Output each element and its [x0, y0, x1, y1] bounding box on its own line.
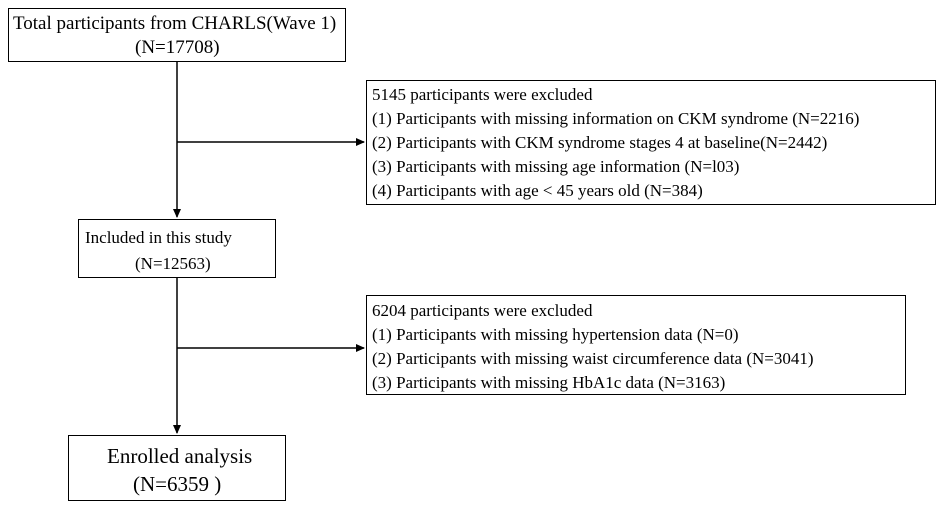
- exclusion-2-item: (2) Participants with missing waist circumference data (N=3041): [372, 349, 814, 368]
- exclusion-2-item: (1) Participants with missing hypertension data (N=0): [372, 325, 739, 344]
- exclusion-box-2: [366, 295, 906, 395]
- total-participants-title: Total participants from CHARLS(Wave 1): [13, 13, 337, 34]
- total-participants-count: (N=17708): [135, 37, 220, 58]
- included-box: [78, 219, 276, 278]
- included-count: (N=12563): [135, 254, 211, 273]
- enrolled-analysis-title: Enrolled analysis: [107, 444, 253, 468]
- enrolled-analysis-count: (N=6359 ): [133, 472, 222, 496]
- exclusion-1-header: 5145 participants were excluded: [372, 85, 593, 104]
- exclusion-box-1: [366, 80, 936, 205]
- exclusion-1-item: (3) Participants with missing age information (N=l03): [372, 157, 740, 176]
- enrolled-analysis-box: [68, 435, 286, 501]
- exclusion-2-header: 6204 participants were excluded: [372, 301, 593, 320]
- total-participants-box: [8, 8, 346, 62]
- exclusion-1-item: (2) Participants with CKM syndrome stages 4 at baseline(N=2442): [372, 133, 828, 152]
- exclusion-1-item: (1) Participants with missing information on CKM syndrome (N=2216): [372, 109, 860, 128]
- exclusion-2-item: (3) Participants with missing HbA1c data (N=3163): [372, 373, 726, 392]
- exclusion-1-item: (4) Participants with age < 45 years old (N=384): [372, 181, 703, 200]
- included-title: Included in this study: [85, 228, 232, 247]
